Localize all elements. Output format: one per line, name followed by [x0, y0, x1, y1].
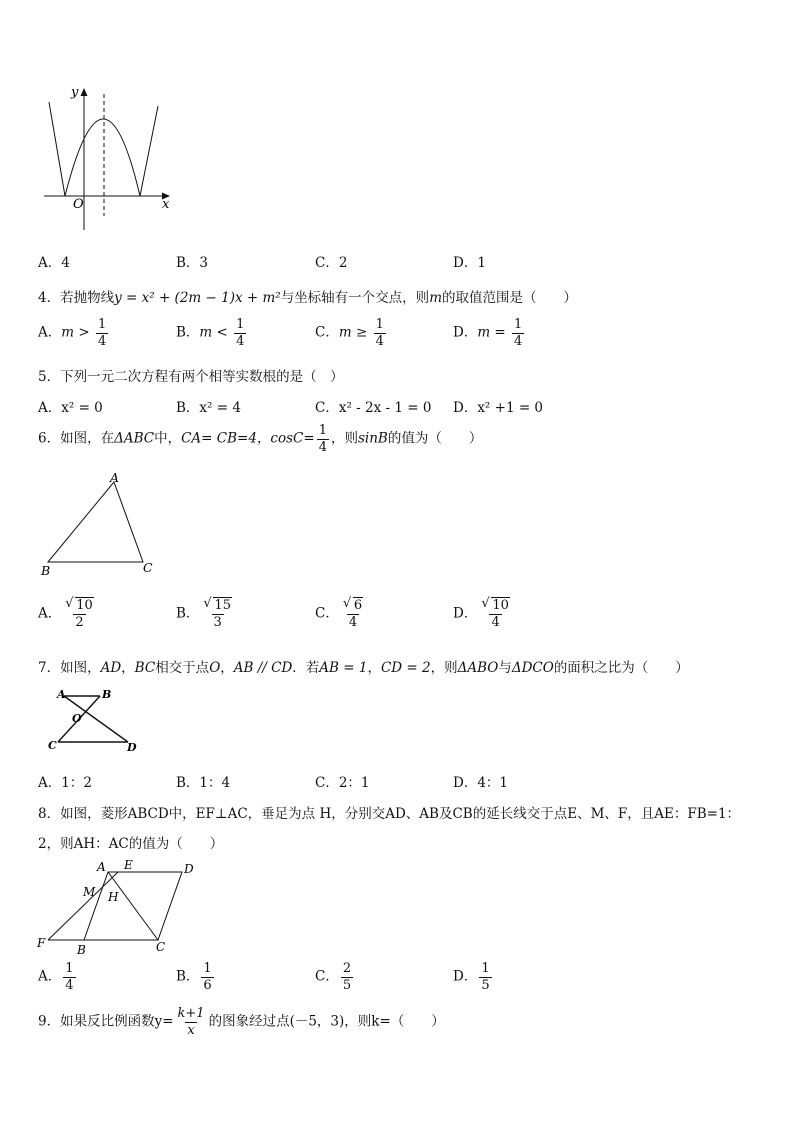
q8-stem-line1: 8．如图，菱形ABCD中，EF⊥AC，垂足为点 H，分别交AD、AB及CB的延长线交于点E、M、F，且AE：FB=1： — [38, 806, 741, 822]
fraction: $\frac{k+1}{x}$ — [177, 1006, 205, 1038]
rhombus-e-label: E — [124, 858, 133, 872]
q8-option-d[interactable]: D． $\frac{1}{5}$ — [453, 961, 490, 993]
q6-option-c[interactable]: C． √ 6 4 — [315, 599, 367, 629]
fraction: $\frac{2}{5}$ — [342, 961, 352, 993]
q4-eq-y: y — [114, 290, 122, 306]
q7-option-a[interactable]: A．1：2 — [38, 775, 92, 791]
q4-equation: = x² + (2m − 1)x + m² — [121, 290, 281, 306]
fraction: $\frac{1}{4}$ — [97, 317, 107, 349]
vertex-c-label: C — [143, 560, 153, 575]
rhombus-d-label: D — [184, 862, 194, 876]
q6-option-d[interactable]: D． √ 10 4 — [453, 599, 514, 629]
rhombus-b-label: B — [77, 943, 86, 957]
q4-suffix-2: 的取值范围是（ ） — [442, 290, 577, 306]
fraction: $\frac{1}{4}$ — [375, 317, 384, 349]
triangle-abc — [48, 482, 143, 562]
q5-stem: 5．下列一元二次方程有两个相等实数根的是（ ） — [38, 369, 344, 385]
fraction: $\frac{1}{5}$ — [481, 961, 490, 993]
point-a-label: A — [57, 688, 66, 701]
diagonal-ac — [108, 872, 158, 940]
fraction: √ 10 4 — [481, 596, 509, 630]
fraction: $\frac{1}{6}$ — [203, 961, 212, 993]
point-b-label: B — [102, 688, 112, 701]
q4-prefix: 4．若抛物线 — [38, 290, 115, 306]
q8-option-b[interactable]: B． $\frac{1}{6}$ — [176, 961, 212, 993]
segment-ef — [48, 872, 118, 940]
q3-option-b[interactable]: B．3 — [176, 255, 209, 271]
q4-m: m — [429, 290, 442, 306]
y-axis-label: y — [71, 85, 79, 100]
rhombus-f-label: F — [37, 936, 46, 950]
q4-stem — [38, 286, 577, 306]
q8-option-a[interactable]: A． $\frac{1}{4}$ — [38, 961, 74, 993]
point-d-label: D — [127, 741, 137, 754]
q3-option-c[interactable]: C．2 — [315, 255, 348, 271]
fraction: √ 6 4 — [342, 596, 363, 630]
q4-option-a[interactable]: A．m > $\frac{1}{4}$ — [38, 317, 107, 349]
fraction: $\frac{1}{4}$ — [318, 423, 327, 455]
y-axis-arrow — [81, 88, 88, 96]
vertex-b-label: B — [41, 563, 51, 578]
q5-option-d[interactable]: D．x² +1 = 0 — [453, 400, 544, 416]
q4-option-c[interactable]: C．m ≥ $\frac{1}{4}$ — [315, 317, 384, 349]
left-line — [49, 102, 65, 196]
q7-stem: 7．如图，AD，BC相交于点O，AB // CD．若AB = 1，CD = 2，则ΔABO与ΔDCO的面积之比为（ ） — [38, 660, 689, 676]
q4-option-d[interactable]: D．m = $\frac{1}{4}$ — [453, 317, 523, 349]
fraction: $\frac{1}{4}$ — [236, 317, 245, 349]
parabola-curve — [65, 119, 140, 196]
parabola-figure — [38, 82, 178, 234]
q3-option-a[interactable]: A．4 — [38, 255, 70, 271]
rhombus-h-label: H — [108, 890, 119, 904]
q4-suffix-1: 与坐标轴有一个交点，则 — [280, 290, 430, 306]
q7-option-d[interactable]: D．4：1 — [453, 775, 509, 791]
rhombus-figure — [34, 856, 204, 958]
q5-option-c[interactable]: C．x² - 2x - 1 = 0 — [315, 400, 432, 416]
q3-option-d[interactable]: D．1 — [453, 255, 486, 271]
q7-option-b[interactable]: B．1：4 — [176, 775, 231, 791]
q6-stem: 6．如图，在ΔABC中，CA= CB=4，cosC= $\frac{1}{4}$ ，则sinB的值为（ ） — [38, 423, 483, 455]
point-c-label: C — [48, 739, 57, 752]
intersecting-lines-figure — [44, 684, 144, 756]
rhombus-a-label: A — [97, 860, 106, 874]
rhombus-m-label: M — [83, 885, 96, 899]
q4-option-b[interactable]: B．m < $\frac{1}{4}$ — [176, 317, 245, 349]
q6-option-b[interactable]: B． √ 15 3 — [176, 599, 236, 629]
q8-stem-line2: 2，则AH：AC的值为（ ） — [38, 836, 224, 852]
q8-option-c[interactable]: C． $\frac{2}{5}$ — [315, 961, 352, 993]
q5-option-a[interactable]: A．x² = 0 — [38, 400, 103, 416]
fraction: √ 15 3 — [203, 596, 231, 630]
point-o-label: O — [72, 712, 82, 725]
origin-label: O — [73, 197, 84, 212]
fraction: √ 10 2 — [65, 596, 93, 630]
vertex-a-label: A — [110, 470, 120, 485]
q9-stem: 9．如果反比例函数y= $\frac{k+1}{x}$ 的图象经过点(－5，3)，则k=（ ） — [38, 1006, 445, 1038]
right-line — [140, 106, 158, 196]
fraction: $\frac{1}{4}$ — [65, 961, 74, 993]
triangle-abc-figure — [38, 468, 168, 580]
rhombus-c-label: C — [156, 940, 166, 954]
fraction: $\frac{1}{4}$ — [514, 317, 523, 349]
q7-option-c[interactable]: C．2：1 — [315, 775, 370, 791]
q6-option-a[interactable]: A． √ 10 2 — [38, 599, 98, 629]
q5-option-b[interactable]: B．x² = 4 — [176, 400, 241, 416]
x-axis-label: x — [162, 197, 170, 212]
